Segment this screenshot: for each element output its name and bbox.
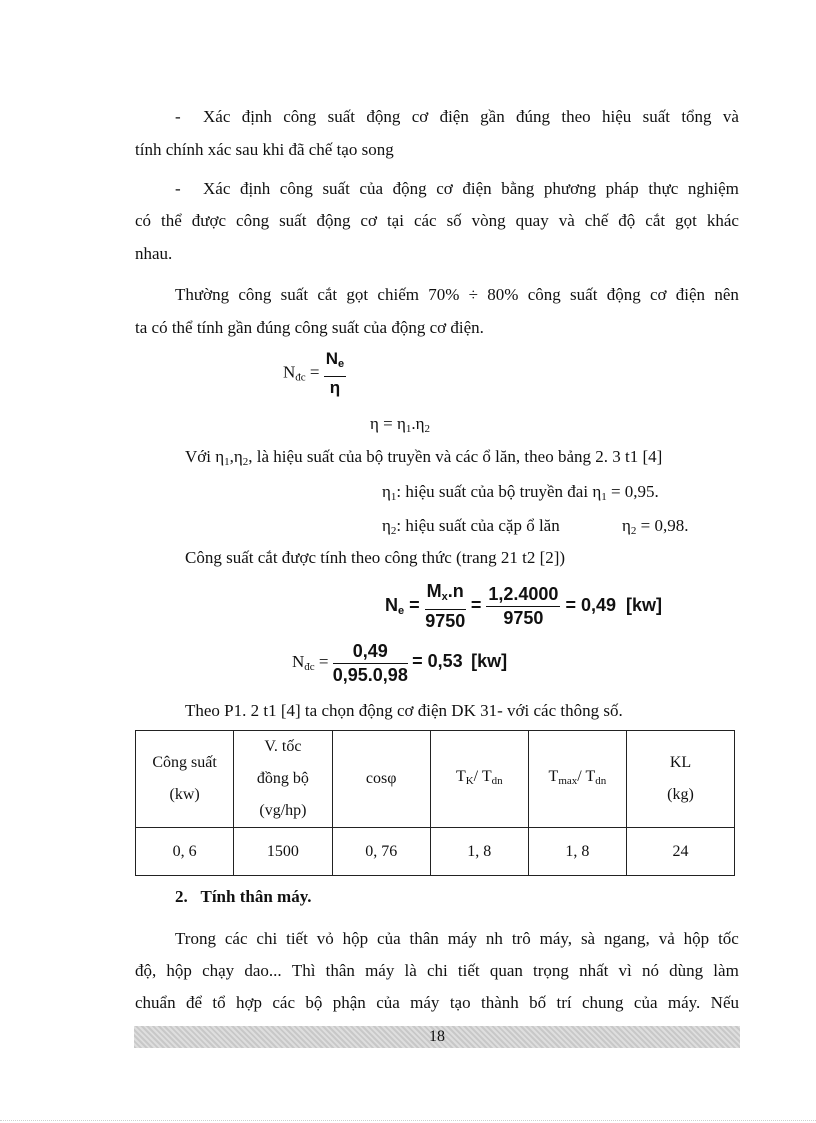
word: thực [648,179,679,198]
word: phận [332,993,366,1012]
word: chế [584,211,609,230]
header-power: Công suất (kw) [136,731,234,828]
word: các [413,211,437,230]
word: Thì [291,961,316,980]
word: nhất [579,961,609,980]
word: công [238,285,272,304]
word: tổng [681,107,712,126]
formula-eta-product: $\eta = \eta_1.\eta_2$ [370,414,431,435]
header-speed: V. tốc đồng bộ (vg/hp) [234,731,332,828]
word: hộp [342,929,369,948]
word: điện [675,285,706,304]
word: theo [561,107,591,126]
cell-tk: 1, 8 [430,828,528,876]
p2-line1 [203,179,739,199]
bullet-dash-2: - [175,179,181,198]
p1-line1 [203,107,739,127]
word: máy [447,929,477,948]
formula-cutting-power: $N_e$ = $\frac{M_x.n}{9750}$ = $\frac{1,2.4000}{9750}$ = 0,49 [kw] [385,581,662,631]
word: sà [580,929,596,948]
word: vả [658,929,675,948]
word: có [135,211,152,230]
word: của [376,993,400,1012]
word: cắt [317,285,338,304]
word: suất [642,107,670,126]
word: pháp [605,179,639,198]
word: bằng [501,179,535,198]
word: gần [480,107,505,126]
word: cơ [360,211,377,230]
word: công [236,211,270,230]
word: hộp [683,929,710,948]
word: tiết [457,961,480,980]
word: chuẩn [135,993,176,1012]
word: động [392,179,427,198]
word: dùng [669,961,704,980]
word: tạo [449,993,471,1012]
word: quan [489,961,523,980]
motor-spec-table [135,730,735,876]
word: công [527,285,561,304]
fraction-values: $\frac{1,2.4000}{9750}$ [488,584,559,628]
header-tk-tdn: $T_K/$ $T_{dn}$ [430,731,528,828]
word: máy, [539,929,573,948]
word: phương [543,179,597,198]
table-header-row [136,731,735,828]
word: và [722,107,739,126]
word: điện [439,107,469,126]
word: thân [409,929,439,948]
fraction-motor: $\frac{0,49}{0,95.0,98}$ [332,641,408,685]
word: bộ [305,993,323,1012]
word: Thường [175,285,230,304]
word: chi [256,929,278,948]
word: chiếm [377,285,419,304]
word: khác [706,211,739,230]
word: Nếu [710,993,739,1012]
word: cơ [436,179,453,198]
word: hiệu [601,107,632,126]
cell-cos: 0, 76 [332,828,430,876]
header-kl: KL (kg) [626,731,734,828]
p7-line2 [135,961,739,981]
word: công [279,179,313,198]
word: tiết [286,929,308,948]
word: điện [462,179,492,198]
word: của [359,179,384,198]
word: tổ [212,993,226,1012]
word: quay [515,211,549,230]
word: chung [581,993,624,1012]
word: thành [480,993,519,1012]
word: cắt [645,211,666,230]
formula-ndc-ratio: $N_{đc}$ = $\frac{N_e}{\eta}$ [283,349,345,397]
fraction: $\frac{N_e}{\eta}$ [325,349,345,397]
cell-speed: 1500 [234,828,332,876]
word: tại [386,211,404,230]
word: suất [322,179,350,198]
p4-efficiency-intro: Với $\eta_1,\eta_2$, là hiệu suất của bộ truyền và các ổ lăn, theo bảng 2. 3 t1 [4] [185,447,663,468]
section-heading: 2. Tính thân máy. [175,887,312,906]
word: vì [618,961,632,980]
table-row [136,828,735,876]
word: thể [161,211,182,230]
fraction-mx-n: $\frac{M_x.n}{9750}$ [425,581,466,631]
word: vòng [471,211,506,230]
word: động [316,211,351,230]
word: ngang, [604,929,650,948]
word: động [366,107,401,126]
word: hợp [236,993,262,1012]
word: độ [618,211,636,230]
word: làm [713,961,739,980]
page-edge [0,1120,816,1121]
word: máy. [667,993,701,1012]
word: Xác [203,107,231,126]
word: động [606,285,641,304]
eta2-definition: $\eta_2$: hiệu suất của cặp ổ lăn [382,516,560,537]
word: máy [410,993,440,1012]
word: cơ [649,285,667,304]
word: Xác [203,179,231,198]
p2-line2 [135,211,739,231]
word: nghiệm [687,179,739,198]
word: bố [529,993,547,1012]
word: máy [365,961,395,980]
page-number: 18 [429,1028,445,1045]
word: ÷ [468,285,479,304]
word: định [241,107,272,126]
eta2-value: $\eta_2 = 0,98$. [622,516,689,537]
p7-line3 [135,993,739,1013]
cell-power: 0, 6 [136,828,234,876]
word: đúng [516,107,551,126]
p3-line1 [175,285,739,305]
word: được [191,211,227,230]
word: vỏ [316,929,334,948]
p6-motor-selection: Theo P1. 2 t1 [4] ta chọn động cơ điện DK 31- với các thông số. [185,701,623,720]
word: hộp [166,961,192,980]
formula-motor-power: $N_{đc}$ = $\frac{0,49}{0,95.0,98}$ = 0,53 [kw] [292,641,508,685]
word: số [446,211,462,230]
word: suất [279,211,307,230]
word: suất [327,107,356,126]
word: trí [556,993,572,1012]
word: suất [570,285,598,304]
word: nó [641,961,659,980]
word: dao... [244,961,282,980]
word: để [185,993,203,1012]
word: các [272,993,296,1012]
word: là [404,961,417,980]
word: Trong [175,929,216,948]
word: trọng [533,961,569,980]
word: chi [426,961,448,980]
word: nh [485,929,503,948]
word: suất [280,285,309,304]
word: công [283,107,317,126]
p2-line3: nhau. [135,244,173,263]
eta1-definition: $\eta_1$: hiệu suất của bộ truyền đai $\eta_1 = 0,95$. [382,482,659,503]
p7-line1 [175,929,739,949]
cell-kl: 24 [626,828,734,876]
word: trô [511,929,531,948]
word: và [558,211,575,230]
word: 70% [428,285,460,304]
p5-cutting-power-intro: Công suất cắt được tính theo công thức (trang 21 t2 [2]) [185,548,566,567]
p1-line2: tính chính xác sau khi đã chế tạo song [135,140,394,159]
page-footer [134,1026,740,1048]
header-cos: cosφ [332,731,430,828]
word: cơ [411,107,429,126]
word: tốc [718,929,739,948]
word: gọt [346,285,369,304]
p3-line2: ta có thể tính gần đúng công suất của động cơ điện. [135,318,484,337]
cell-tmax: 1, 8 [528,828,626,876]
header-tmax-tdn: $T_{max}/$ $T_{dn}$ [528,731,626,828]
word: độ, [135,961,157,980]
word: định [239,179,271,198]
word: gọt [675,211,697,230]
word: 80% [487,285,519,304]
word: của [633,993,658,1012]
word: các [224,929,248,948]
word: chạy [202,961,235,980]
bullet-dash-1: - [175,107,181,126]
word: thân [325,961,355,980]
word: nên [714,285,739,304]
word: của [377,929,401,948]
